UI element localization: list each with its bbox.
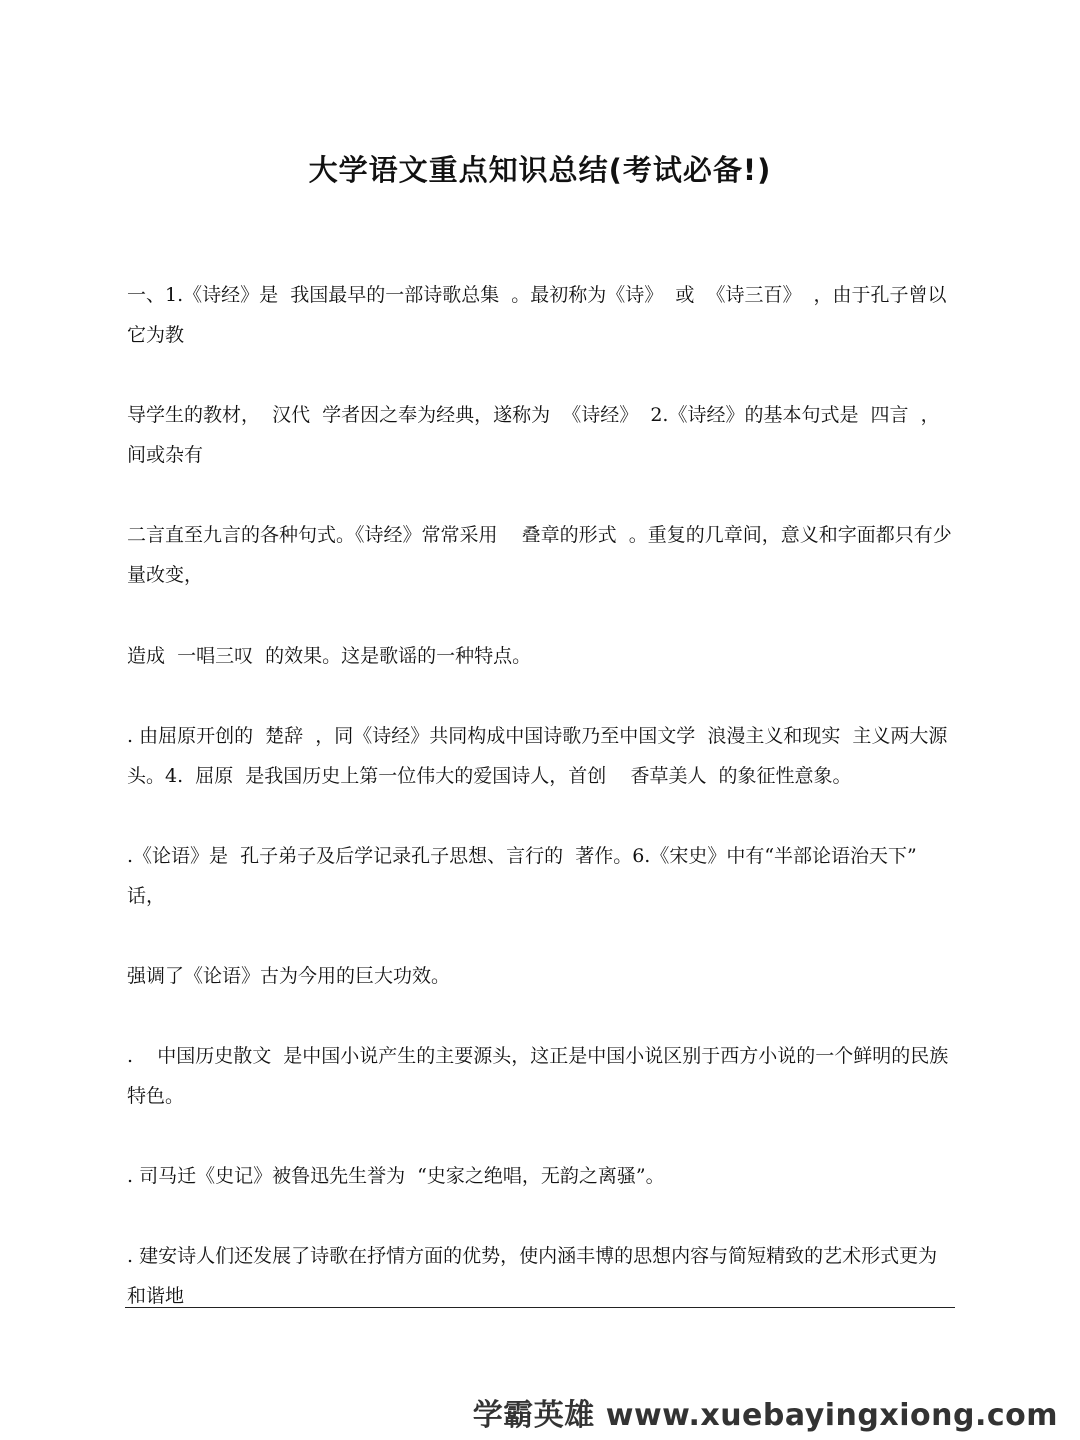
paragraph-historical-prose: . 中国历史散文 是中国小说产生的主要源头，这正是中国小说区别于西方小说的一个鲜明的民族特色。 [127,1045,949,1107]
site-watermark: 学霸英雄 www.xuebayingxiong.com [472,1398,1058,1433]
page-bottom-divider [125,1307,955,1308]
paragraph-shijing-effect: 造成 一唱三叹 的效果。这是歌谣的一种特点。 [127,645,532,667]
paragraph-shijing-stanzas: 二言直至九言的各种句式。《诗经》常常采用 叠章的形式 。重复的几章间，意义和字面都只有少量改变， [127,524,952,586]
paragraph-shijing-intro: 一、1.《诗经》是 我国最早的一部诗歌总集 。最初称为《诗》 或 《诗三百》 ，由于孔子曾以它为教 [127,284,947,346]
paragraph-jian-an-poets: . 建安诗人们还发展了诗歌在抒情方面的优势，使内涵丰博的思想内容与简短精致的艺术形式更为和谐地 [127,1245,938,1307]
paragraph-lunyu-effect: 强调了《论语》古为今用的巨大功效。 [127,965,451,987]
paragraph-chuci-quyuan: . 由屈原开创的 楚辞 ，同《诗经》共同构成中国诗歌乃至中国文学 浪漫主义和现实 主义两大源头。4. 屈原 是我国历史上第一位伟大的爱国诗人，首创 香草美人 的象征性意象。 [127,725,948,787]
paragraph-lunyu: .《论语》是 孔子弟子及后学记录孔子思想、言行的 著作。6.《宋史》中有“半部论语治天下” 话， [127,845,929,907]
paragraph-shiji: . 司马迁《史记》被鲁迅先生誉为 “史家之绝唱，无韵之离骚”。 [127,1165,665,1187]
paragraph-shijing-sentence-form: 导学生的教材， 汉代 学者因之奉为经典，遂称为 《诗经》 2.《诗经》的基本句式是 四言 ，间或杂有 [127,404,940,466]
document-title: 大学语文重点知识总结(考试必备!) [308,153,772,187]
